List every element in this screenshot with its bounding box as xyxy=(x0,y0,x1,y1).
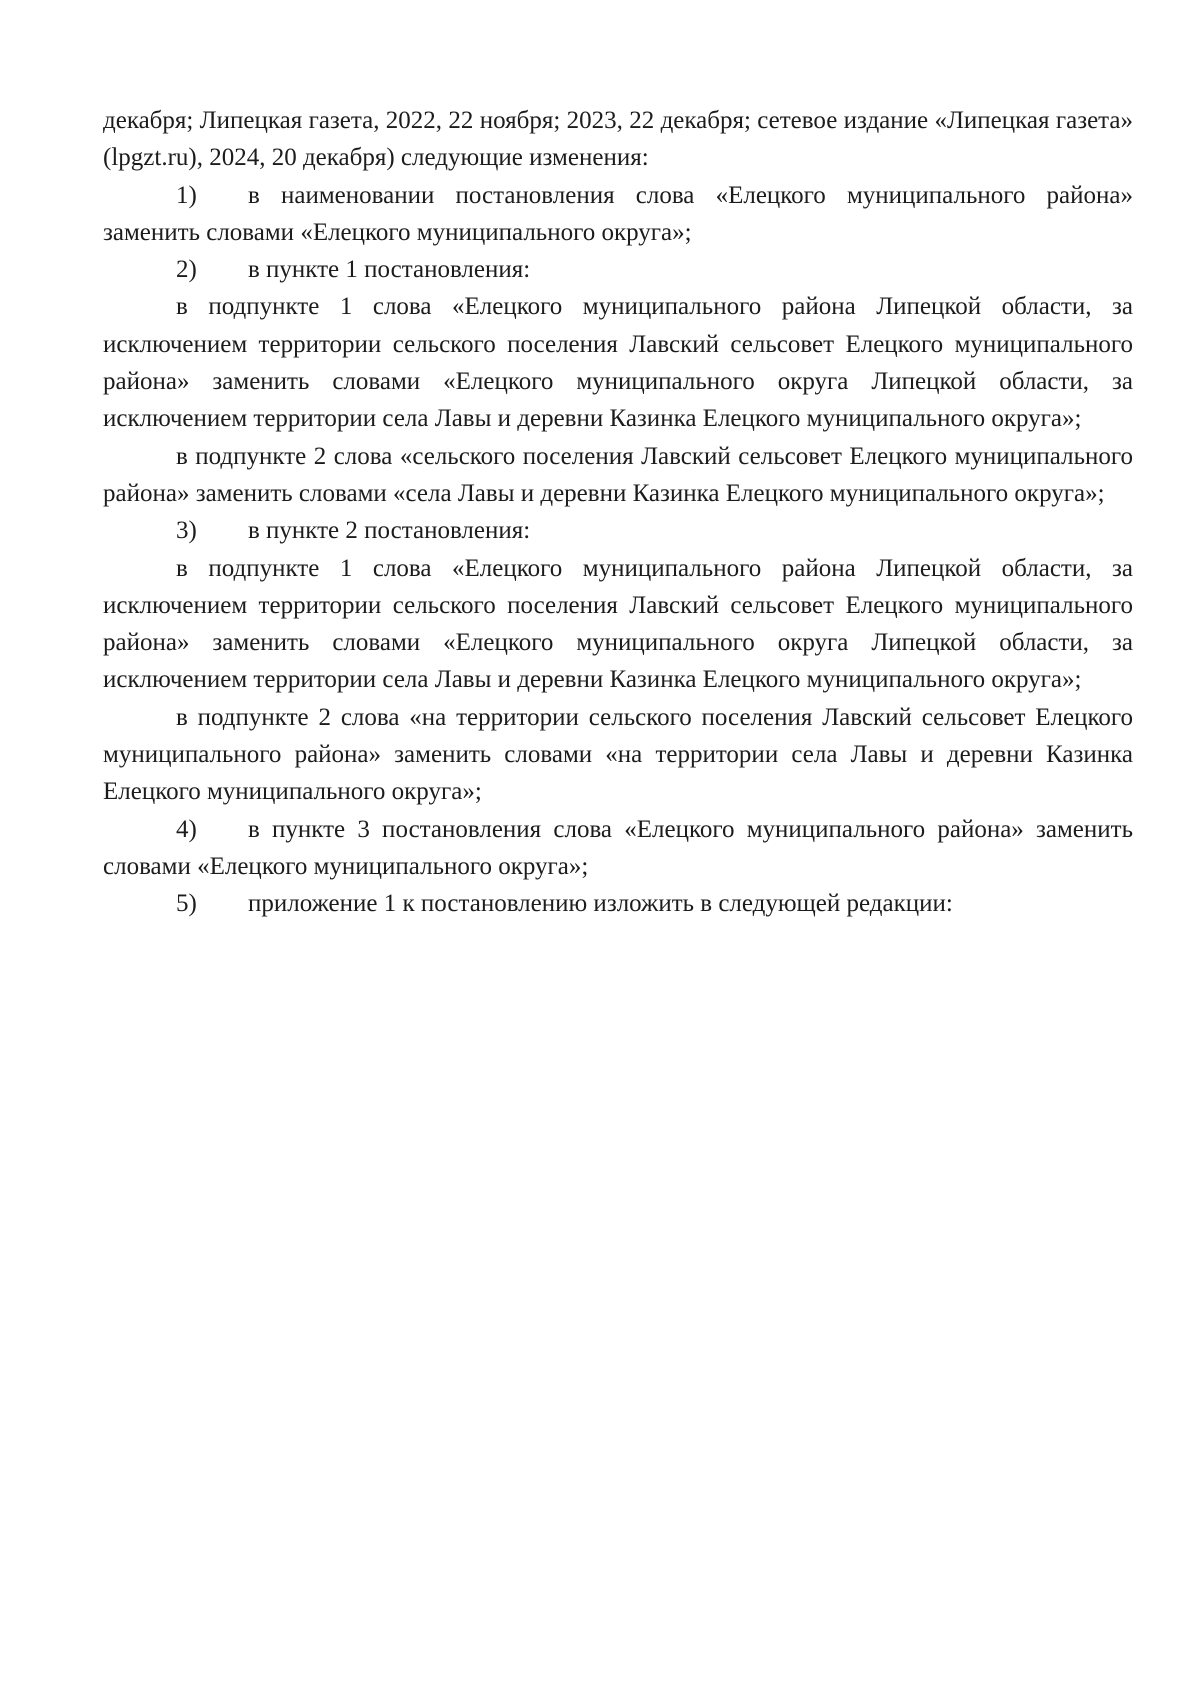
list-item-1 xyxy=(103,177,1133,252)
list-item-number: 1) xyxy=(176,181,197,209)
paragraph-continuation: декабря; Липецкая газета, 2022, 22 ноября; 2023, 22 декабря; сетевое издание «Липецкая газета» (lpgzt.ru), 2024, 20 декабря) следующие изменения: xyxy=(103,107,1133,172)
list-item-number: 3) xyxy=(176,517,197,545)
subparagraph: в подпункте 1 слова «Елецкого муниципального района Липецкой области, за исключением территории сельского поселения Лавский сельсовет Елецкого муниципального района» заменить словами «Елецкого муниципального округа Липецкой области, за исключением территории села Лавы и деревни Казинка Елецкого муниципального округа»; xyxy=(103,293,1133,433)
list-item-2 xyxy=(103,251,1133,288)
subparagraph: в подпункте 2 слова «на территории сельского поселения Лавский сельсовет Елецкого муниципального района» заменить словами «на территории села Лавы и деревни Казинка Елецкого муниципального округа»; xyxy=(103,703,1133,806)
list-item-4 xyxy=(103,811,1133,886)
list-item-text: в пункте 3 постановления слова «Елецкого муниципального района» заменить словами «Елецкого муниципального округа»; xyxy=(103,815,1133,880)
list-item-number: 5) xyxy=(176,890,197,918)
document-body xyxy=(103,102,1133,923)
list-item-text: в наименовании постановления слова «Елецкого муниципального района» заменить словами «Елецкого муниципального округа»; xyxy=(103,181,1133,246)
subparagraph: в подпункте 1 слова «Елецкого муниципального района Липецкой области, за исключением территории сельского поселения Лавский сельсовет Елецкого муниципального района» заменить словами «Елецкого муниципального округа Липецкой области, за исключением территории села Лавы и деревни Казинка Елецкого муниципального округа»; xyxy=(103,554,1133,694)
list-item-number: 2) xyxy=(176,256,197,284)
list-item-text: в пункте 2 постановления: xyxy=(248,517,531,545)
list-item-number: 4) xyxy=(176,815,197,843)
subparagraph: в подпункте 2 слова «сельского поселения Лавский сельсовет Елецкого муниципального района» заменить словами «села Лавы и деревни Казинка Елецкого муниципального округа»; xyxy=(103,442,1133,507)
list-item-text: приложение 1 к постановлению изложить в следующей редакции: xyxy=(248,890,953,918)
list-item-5 xyxy=(103,885,1133,922)
list-item-text: в пункте 1 постановления: xyxy=(248,256,531,284)
list-item-3 xyxy=(103,512,1133,549)
